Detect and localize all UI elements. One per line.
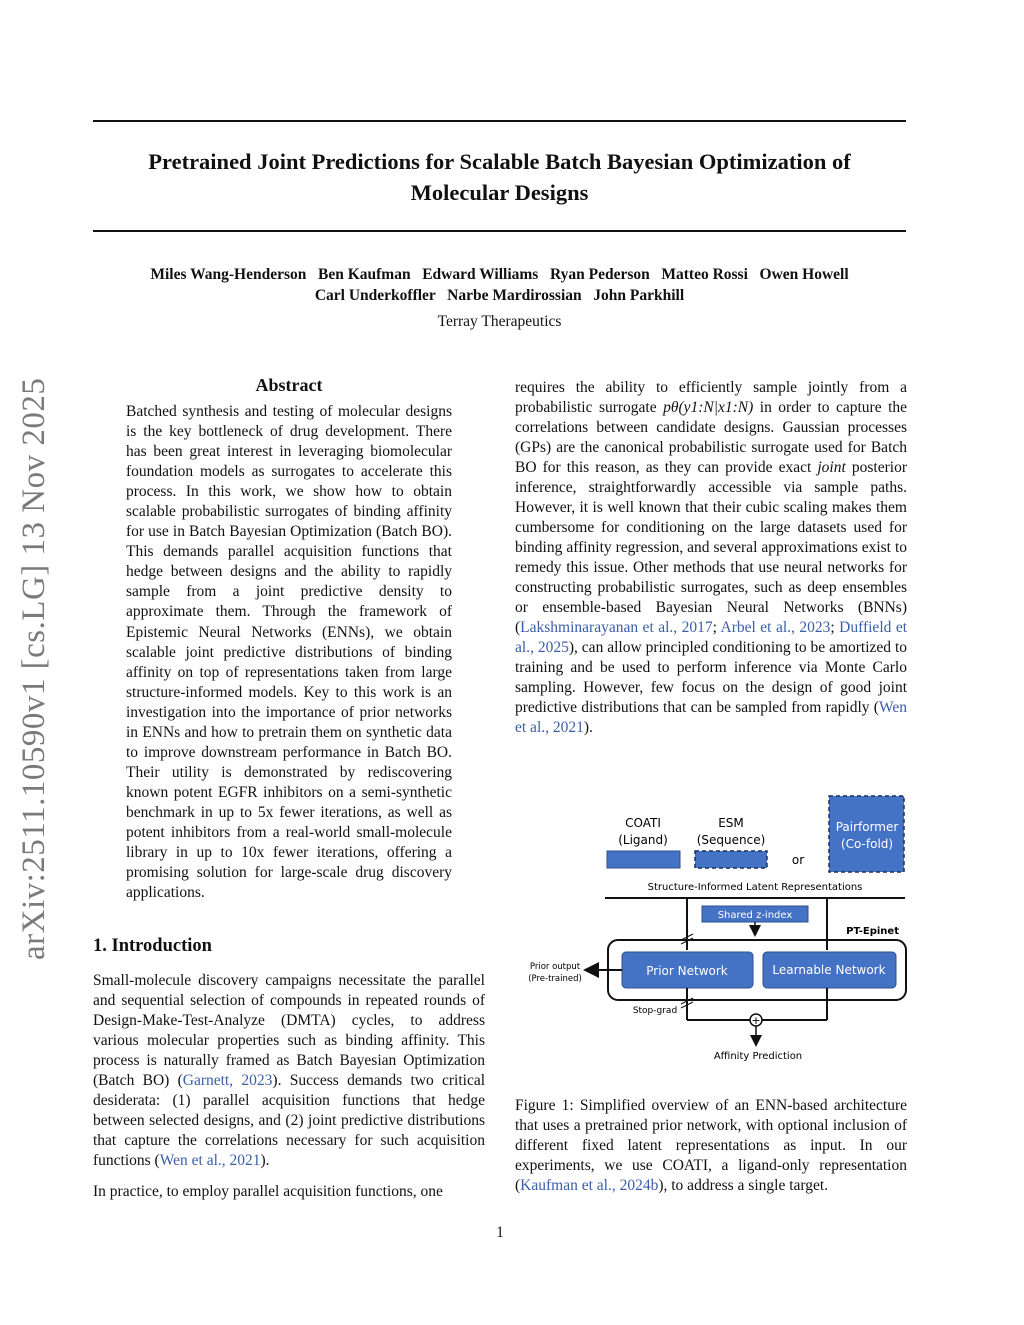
pairformer-label: Pairformer — [835, 820, 899, 834]
pt-epinet-label: PT-Epinet — [846, 926, 899, 937]
figure-1-architecture-diagram — [515, 788, 915, 1078]
prior-output-sublabel: (Pre-trained) — [528, 974, 582, 984]
arxiv-sidebar-id: arXiv:2511.10590v1 [cs.LG] 13 Nov 2025 — [16, 377, 52, 960]
citation-link[interactable]: Garnett, 2023 — [182, 1072, 273, 1089]
prior-network-label: Prior Network — [646, 964, 728, 978]
shared-z-index-label: Shared z-index — [717, 910, 793, 921]
learnable-network-label: Learnable Network — [772, 963, 886, 977]
citation-link[interactable]: Duffield et al., 2025 — [515, 619, 908, 656]
esm-sublabel: (Sequence) — [696, 833, 766, 847]
citation-link[interactable]: Lakshminarayanan et al., 2017 — [520, 619, 713, 636]
section-heading-introduction: 1. Introduction — [93, 936, 212, 956]
pairformer-block — [829, 796, 904, 872]
coati-label: COATI — [625, 816, 661, 830]
esm-block — [695, 851, 767, 868]
intro-paragraph-2: In practice, to employ parallel acquisition functions, one — [93, 1183, 443, 1200]
esm-label: ESM — [718, 816, 744, 830]
stop-grad-label: Stop-grad — [632, 1006, 678, 1016]
author-list: Miles Wang-Henderson Ben Kaufman Edward Williams Ryan Pederson Matteo Rossi Owen Howell Carl Underkoffler Narbe Mardirossian John Parkhill — [150, 266, 849, 304]
abstract-text: Batched synthesis and testing of molecular designs is the key bottleneck of drug development. There has been great interest in leveraging biomolecular foundation models as surrogates to accelerate this process. In this work, we show how to obtain scalable probabilistic surrogates of binding affinity for use in Batch Bayesian Optimization (Batch BO). This demands parallel acquisition functions that hedge between designs and the ability to rapidly sample from a joint predictive density to approximate them. Through the framework of Epistemic Neural Networks (ENNs), we obtain scalable joint predictive distributions of binding affinity on top of representations taken from large structure-informed models. Key to this work is an investigation into the importance of prior networks in ENNs and how to pretrain them on synthetic data to improve downstream performance in Batch BO. Their utility is demonstrated by rediscovering known potent EGFR inhibitors on a semi-synthetic benchmark in up to 5x fewer iterations, as well as potent inhibitors from a real-world small-molecule library in up to 10x fewer iterations, offering a promising solution for large-scale drug discovery applications. — [126, 403, 452, 902]
latent-representations-label: Structure-Informed Latent Representations — [647, 882, 863, 893]
prior-output-label: Prior output — [529, 962, 581, 972]
citation-link[interactable]: Arbel et al., 2023 — [720, 619, 831, 636]
abstract-heading: Abstract — [255, 375, 323, 395]
title-bottom-rule — [93, 230, 906, 232]
joint-density-formula: pθ(y1:N|x1:N) — [663, 399, 754, 416]
right-column-text: requires the ability to efficiently sample jointly from a probabilistic surrogate pθ(y1:N|x1:N) in order to capture the correlations between candidate designs. Gaussian processes (GPs) are the canonical probabilistic surrogate used for Batch BO for this reason, as they can provide exact joint posterior inference, straightforwardly accessible via sample paths. However, it is well known that their cubic scaling makes them cumbersome for conditioning on the large datasets used for binding affinity regression, and several approximations exist to remedy this issue. Other methods that use neural networks for constructing probabilistic surrogates, such as deep ensembles or ensemble-based Bayesian Neural Networks (BNNs) (Lakshminarayanan et al., 2017; Arbel et al., 2023; Duffield et al., 2025), can allow principled conditioning to be amortized to training and be used to perform inference via Monte Carlo sampling. However, few focus on the design of good joint predictive distributions that can be sampled from rapidly (Wen et al., 2021). — [515, 379, 908, 736]
sum-node-label: + — [751, 1014, 761, 1027]
or-label: or — [791, 853, 805, 867]
paper-title: Pretrained Joint Predictions for Scalable Batch Bayesian Optimization of Molecular Designs — [148, 149, 851, 205]
figure-1-caption: Figure 1: Simplified overview of an ENN-based architecture that uses a pretrained prior network, with optional inclusion of different fixed latent representations as input. In our experiments, we use COATI, a ligand-only representation (Kaufman et al., 2024b), to address a single target. — [515, 1097, 907, 1194]
coati-block — [607, 851, 680, 868]
citation-link[interactable]: Wen et al., 2021 — [159, 1152, 261, 1169]
citation-link[interactable]: Kaufman et al., 2024b — [520, 1177, 659, 1194]
intro-paragraph-1: Small-molecule discovery campaigns necessitate the parallel and sequential selection of compounds in repeated rounds of Design-Make-Test-Analyze (DMTA) cycles, to address various molecular properties such as binding affinity. This process is naturally framed as Batch Bayesian Optimization (Batch BO) (Garnett, 2023). Success demands two critical desiderata: (1) parallel acquisition functions that hedge between selected designs, and (2) joint predictive distributions that capture the correlations necessary for such acquisition functions (Wen et al., 2021). — [93, 972, 486, 1169]
introduction-text — [93, 971, 485, 1213]
citation-link[interactable]: Wen et al., 2021 — [515, 699, 907, 736]
affinity-prediction-label: Affinity Prediction — [713, 1051, 803, 1062]
top-rule — [93, 120, 906, 122]
coati-sublabel: (Ligand) — [618, 833, 668, 847]
page-number: 1 — [496, 1224, 504, 1241]
affiliation: Terray Therapeutics — [437, 313, 562, 330]
pairformer-sublabel: (Co-fold) — [840, 837, 894, 851]
